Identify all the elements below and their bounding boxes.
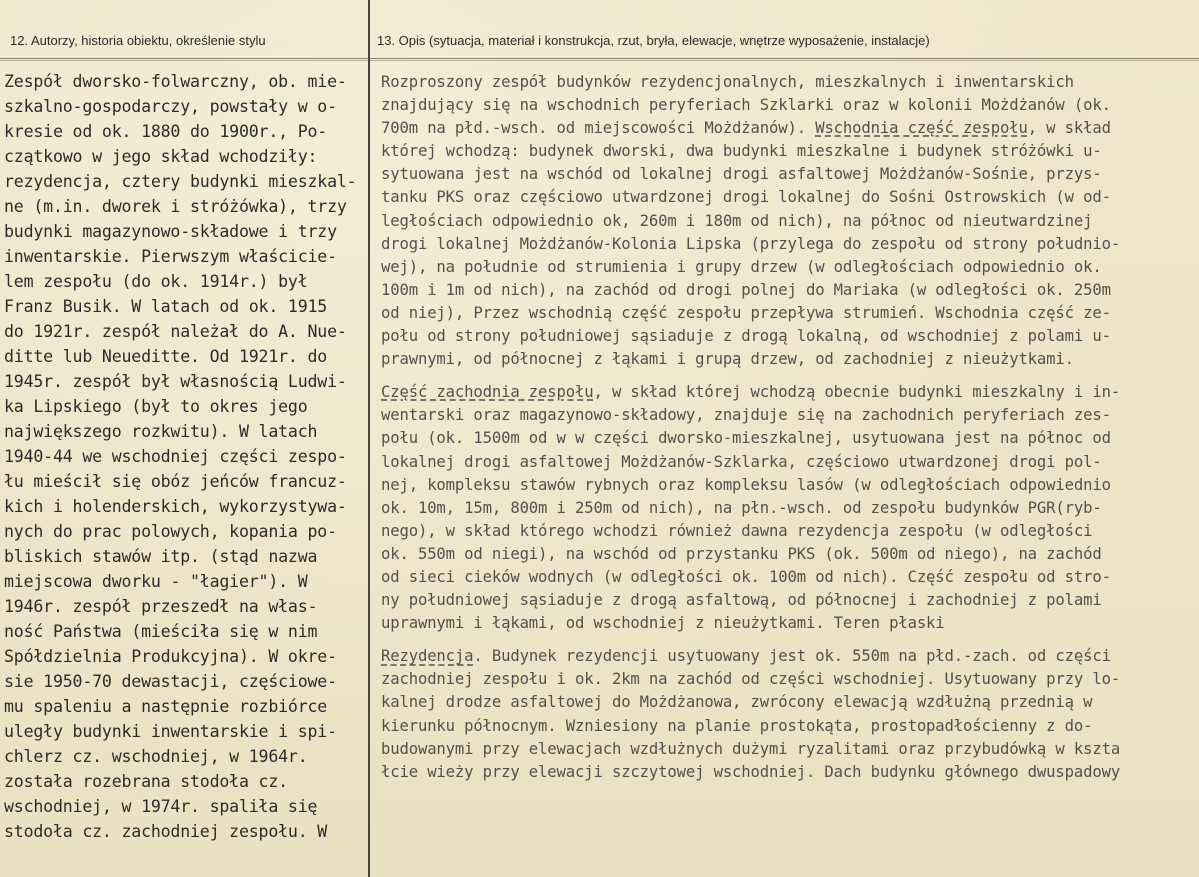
history-text-line: kresie od ok. 1880 do 1900r., Po-: [4, 122, 328, 141]
history-text-line: 1945r. zespół był własnością Ludwi-: [4, 372, 347, 391]
header-divider-secondary: [0, 60, 1199, 61]
description-text-line: wentarski oraz magazynowo-składowy, znajduje się na zachodnich peryferiach zes-: [381, 406, 1111, 425]
history-text-line: uległy budynki inwentarskie i spi-: [4, 722, 337, 741]
description-text-line: Część zachodnia zespołu, w skład której wchodzą obecnie budynki mieszkalny i in-: [381, 383, 1121, 402]
history-text-line: Zespół dworsko-folwarczny, ob. mie-: [4, 72, 347, 91]
description-text-line: tanku PKS oraz częściowo utwardzonej drogi lokalnej do Sośni Ostrowskich (w od-: [381, 188, 1111, 207]
history-text-line: szkalno-gospodarczy, powstały w o-: [4, 97, 337, 116]
history-text-line: Spółdzielnia Produkcyjna). W okre-: [4, 647, 337, 666]
section-12-header: 12. Autorzy, historia obiektu, określenie stylu: [10, 33, 266, 48]
description-text-line: drogi lokalnej Możdżanów-Kolonia Lipska (przylega do zespołu od strony południo-: [381, 234, 1121, 253]
history-text-line: kich i holenderskich, wykorzystywa-: [4, 497, 347, 516]
history-text-line: stodoła cz. zachodniej zespołu. W: [4, 822, 328, 841]
description-text-line: nej, kompleksu stawów rybnych oraz kompleksu lasów (w odległościach odpowiednio: [381, 475, 1111, 494]
history-text-line: ka Lipskiego (był to okres jego: [4, 397, 308, 416]
description-text-line: Rezydencja. Budynek rezydencji usytuowany jest ok. 550m na płd.-zach. od części: [381, 647, 1111, 666]
history-text-line: rezydencja, cztery budynki mieszkal-: [4, 172, 357, 191]
description-text-line: kierunku północnym. Wzniesiony na planie prostokąta, prostopadłościenny z do-: [381, 716, 1093, 735]
history-text-line: ne (m.in. dworek i stróżówka), trzy: [4, 197, 347, 216]
history-text-line: budynki magazynowo-składowe i trzy: [4, 222, 337, 241]
history-text-line: miejscowa dworku - "łagier"). W: [4, 572, 308, 591]
description-text-line: uprawnymi i łąkami, od wschodniej z nieużytkami. Teren płaski: [381, 614, 945, 633]
description-text-line: prawnymi, od północnej z łąkami i grupą drzew, od zachodniej z nieużytkami.: [381, 350, 1074, 369]
description-text-line: połu (ok. 1500m od w w części dworsko-mieszkalnej, usytuowana jest na północ od: [381, 429, 1111, 448]
description-text-line: od niej), Przez wschodnią część zespołu przepływa strumień. Wschodnia część ze-: [381, 303, 1111, 322]
history-text-line: największego rozkwitu). W latach: [4, 422, 318, 441]
description-text-line: 700m na płd.-wsch. od miejscowości Możdżanów). Wschodnia część zespołu, w skład: [381, 119, 1111, 138]
description-text-line: kalnej drodze asfaltowej do Możdżanowa, zwrócony elewacją wzdłużną przednią w: [381, 693, 1093, 712]
description-text-line: wej), na południe od strumienia i grupy drzew (w odległościach odpowiednio ok.: [381, 257, 1102, 276]
description-text-line: sytuowana jest na wschód od lokalnej drogi asfaltowej Możdżanów-Sośnie, przys-: [381, 165, 1102, 184]
description-text-line: nego), w skład którego wchodzi również dawna rezydencja zespołu (w odległości: [381, 521, 1093, 540]
history-text-line: lem zespołu (do ok. 1914r.) był: [4, 272, 308, 291]
description-text-line: Rozproszony zespół budynków rezydencjonalnych, mieszkalnych i inwentarskich: [381, 73, 1074, 91]
history-text-line: mu spaleniu a następnie rozbiórce: [4, 697, 328, 716]
description-text-column: [381, 71, 1196, 784]
history-text-line: ditte lub Neueditte. Od 1921r. do: [4, 347, 328, 366]
history-text-line: chlerz cz. wschodniej, w 1964r.: [4, 747, 308, 766]
history-text-line: Franz Busik. W latach od ok. 1915: [4, 297, 328, 316]
history-text-line: nych do prac polowych, kopania po-: [4, 522, 337, 541]
history-text-line: została rozebrana stodoła cz.: [4, 772, 288, 791]
history-text-line: 1940-44 we wschodniej części zespo-: [4, 447, 347, 466]
description-text-line: ok. 10m, 15m, 800m i 250m od nich), na płn.-wsch. od zespołu budynków PGR(ryb-: [381, 498, 1102, 517]
description-text-line: ległościach odpowiednio ok, 260m i 180m od nich), na północ od nieutwardzinej: [381, 211, 1093, 230]
description-text-line: której wchodzą: budynek dworski, dwa budynki mieszkalne i budynek stróżówki u-: [381, 142, 1102, 161]
history-text-line: sie 1950-70 dewastacji, częściowe-: [4, 672, 337, 691]
column-divider: [368, 0, 370, 877]
description-text-line: ny południowej sąsiaduje z drogą asfaltową, od północnej i zachodniej z polami: [381, 591, 1102, 610]
history-text-line: bliskich stawów itp. (stąd nazwa: [4, 547, 318, 566]
description-text-line: zachodniej zespołu i ok. 2km na zachód od części wschodniej. Usytuowany przy lo-: [381, 670, 1121, 689]
history-text-line: 1946r. zespół przeszedł na włas-: [4, 597, 318, 616]
history-text-line: łu mieścił się obóz jeńców francuz-: [4, 472, 347, 491]
history-text-column: [4, 69, 366, 844]
description-text-line: znajdujący się na wschodnich peryferiach Szklarki oraz w kolonii Możdżanów (ok.: [381, 96, 1111, 115]
paragraph-gap: [381, 635, 1196, 645]
header-divider: [0, 58, 1199, 59]
description-text-line: 100m i 1m od nich), na zachód od drogi polnej do Mariaka (w odległości ok. 250m: [381, 280, 1111, 299]
description-text-line: lokalnej drogi asfaltowej Możdżanów-Szklarka, częściowo utwardzonej drogi pol-: [381, 452, 1102, 471]
paragraph-gap: [381, 371, 1196, 381]
description-text-line: połu od strony południowej sąsiaduje z drogą lokalną, od wschodniej z polami u-: [381, 327, 1111, 346]
section-13-header: 13. Opis (sytuacja, materiał i konstrukcja, rzut, bryła, elewacje, wnętrze wyposażenie, instalacje): [377, 33, 930, 48]
description-text-line: ok. 550m od niegi), na wschód od przystanku PKS (ok. 500m od niego), na zachód: [381, 544, 1102, 563]
history-text-line: ność Państwa (mieściła się w nim: [4, 622, 318, 641]
description-text-line: łcie wieży przy elewacji szczytowej wschodniej. Dach budynku głównego dwuspadowy: [381, 762, 1121, 781]
history-text-line: do 1921r. zespół należał do A. Nue-: [4, 322, 347, 341]
description-text-line: od sieci cieków wodnych (w odległości ok. 100m od nich). Część zespołu od stro-: [381, 567, 1111, 586]
history-text-line: czątkowo w jego skład wchodziły:: [4, 147, 318, 166]
description-text-line: budowanymi przy elewacjach wzdłużnych dużymi ryzalitami oraz przybudówką w ksztа: [381, 739, 1121, 758]
history-text-line: inwentarskie. Pierwszym właściciе-: [4, 247, 337, 266]
history-text-line: wschodniej, w 1974r. spaliła się: [4, 797, 318, 816]
